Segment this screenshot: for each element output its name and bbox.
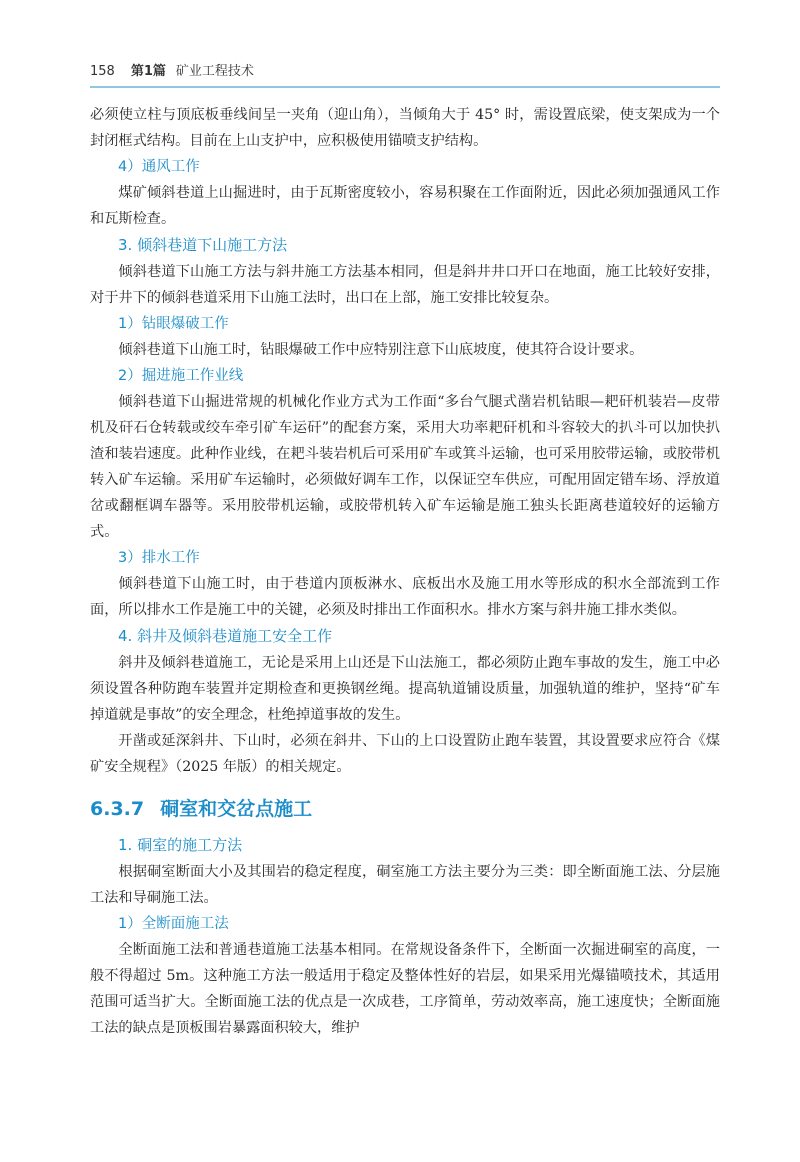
part-label: 第1篇 (130, 64, 166, 79)
paragraph-safety: 斜井及倾斜巷道施工，无论是采用上山还是下山法施工，都必须防止跑车事故的发生，施工中必须设置各种防跑车装置并定期检查和更换钢丝绳。提高轨道铺设质量，加强轨道的维护，坚持“矿车掉道就是事故”的安全理念，杜绝掉道事故的发生。 (90, 655, 720, 723)
paragraph-ventilation: 煤矿倾斜巷道上山掘进时，由于瓦斯密度较小，容易积聚在工作面附近，因此必须加强通风工作和瓦斯检查。 (90, 185, 720, 227)
subheading-full-section: 1）全断面施工法 (118, 916, 229, 932)
paragraph-downhill-method: 倾斜巷道下山施工方法与斜井施工方法基本相同，但是斜井井口开口在地面，施工比较好安排，对于井下的倾斜巷道采用下山施工法时，出口在上部，施工安排比较复杂。 (90, 264, 720, 306)
page-number: 158 (90, 64, 115, 79)
subheading-drilling: 1）钻眼爆破工作 (118, 316, 229, 332)
paragraph-work-line: 倾斜巷道下山掘进常规的机械化作业方式为工作面“多台气腿式凿岩机钻眼—耙矸机装岩—皮带机及矸石仓转载或绞车牵引矿车运矸”的配套方案，采用大功率耙矸机和斗容较大的扒斗可以加快扒渣和装岩速度。此种作业线，在耙斗装岩机后可采用矿车或箕斗运输，也可采用胶带运输，或胶带机转入矿车运输。采用矿车运输时，必须做好调车工作，以保证空车供应，可配用固定错车场、浮放道岔或翻框调车器等。采用胶带机运输，或胶带机转入矿车运输是施工独头长距离巷道较好的运输方式。 (90, 394, 720, 540)
paragraph-full-section: 全断面施工法和普通巷道施工法基本相同。在常规设备条件下，全断面一次掘进硐室的高度，一般不得超过 5m。这种施工方法一般适用于稳定及整体性好的岩层，如果采用光爆锚喷技术，其适用范围可适当扩大。全断面施工法的优点是一次成巷，工序简单，劳动效率高，施工速度快；全断面施工法的缺点是顶板围岩暴露面积较大，维护 (90, 942, 720, 1036)
paragraph-safety-regulation: 开凿或延深斜井、下山时，必须在斜井、下山的上口设置防止跑车装置，其设置要求应符合《煤矿安全规程》（2025 年版）的相关规定。 (90, 733, 720, 775)
section-number: 6.3.7 (90, 798, 145, 820)
subheading-drainage: 3）排水工作 (118, 550, 200, 566)
header-rule (90, 86, 720, 88)
paragraph-drilling: 倾斜巷道下山施工时，钻眼爆破工作中应特别注意下山底坡度，使其符合设计要求。 (118, 342, 644, 358)
section-title: 硐室和交岔点施工 (160, 798, 313, 820)
heading-chamber-method: 1. 硐室的施工方法 (118, 836, 243, 854)
heading-safety: 4. 斜井及倾斜巷道施工安全工作 (118, 627, 333, 645)
heading-downhill-method: 3. 倾斜巷道下山施工方法 (118, 236, 288, 254)
paragraph-drainage: 倾斜巷道下山施工时，由于巷道内顶板淋水、底板出水及施工用水等形成的积水全部流到工作面，所以排水工作是施工中的关键，必须及时排出工作面积水。排水方案与斜井施工排水类似。 (90, 576, 720, 618)
paragraph-chamber-method: 根据硐室断面大小及其围岩的稳定程度，硐室施工方法主要分为三类：即全断面施工法、分层施工法和导硐施工法。 (90, 864, 720, 906)
paragraph-support-angle: 必须使立柱与顶底板垂线间呈一夹角（迎山角），当倾角大于 45° 时，需设置底梁，使支架成为一个封闭框式结构。目前在上山支护中，应积极使用锚喷支护结构。 (90, 107, 720, 149)
section-heading (90, 794, 720, 824)
page-body (90, 102, 720, 1041)
subheading-work-line: 2）掘进施工作业线 (118, 368, 244, 384)
part-title: 矿业工程技术 (175, 64, 254, 79)
subheading-ventilation: 4）通风工作 (118, 159, 200, 175)
running-header (90, 60, 720, 82)
